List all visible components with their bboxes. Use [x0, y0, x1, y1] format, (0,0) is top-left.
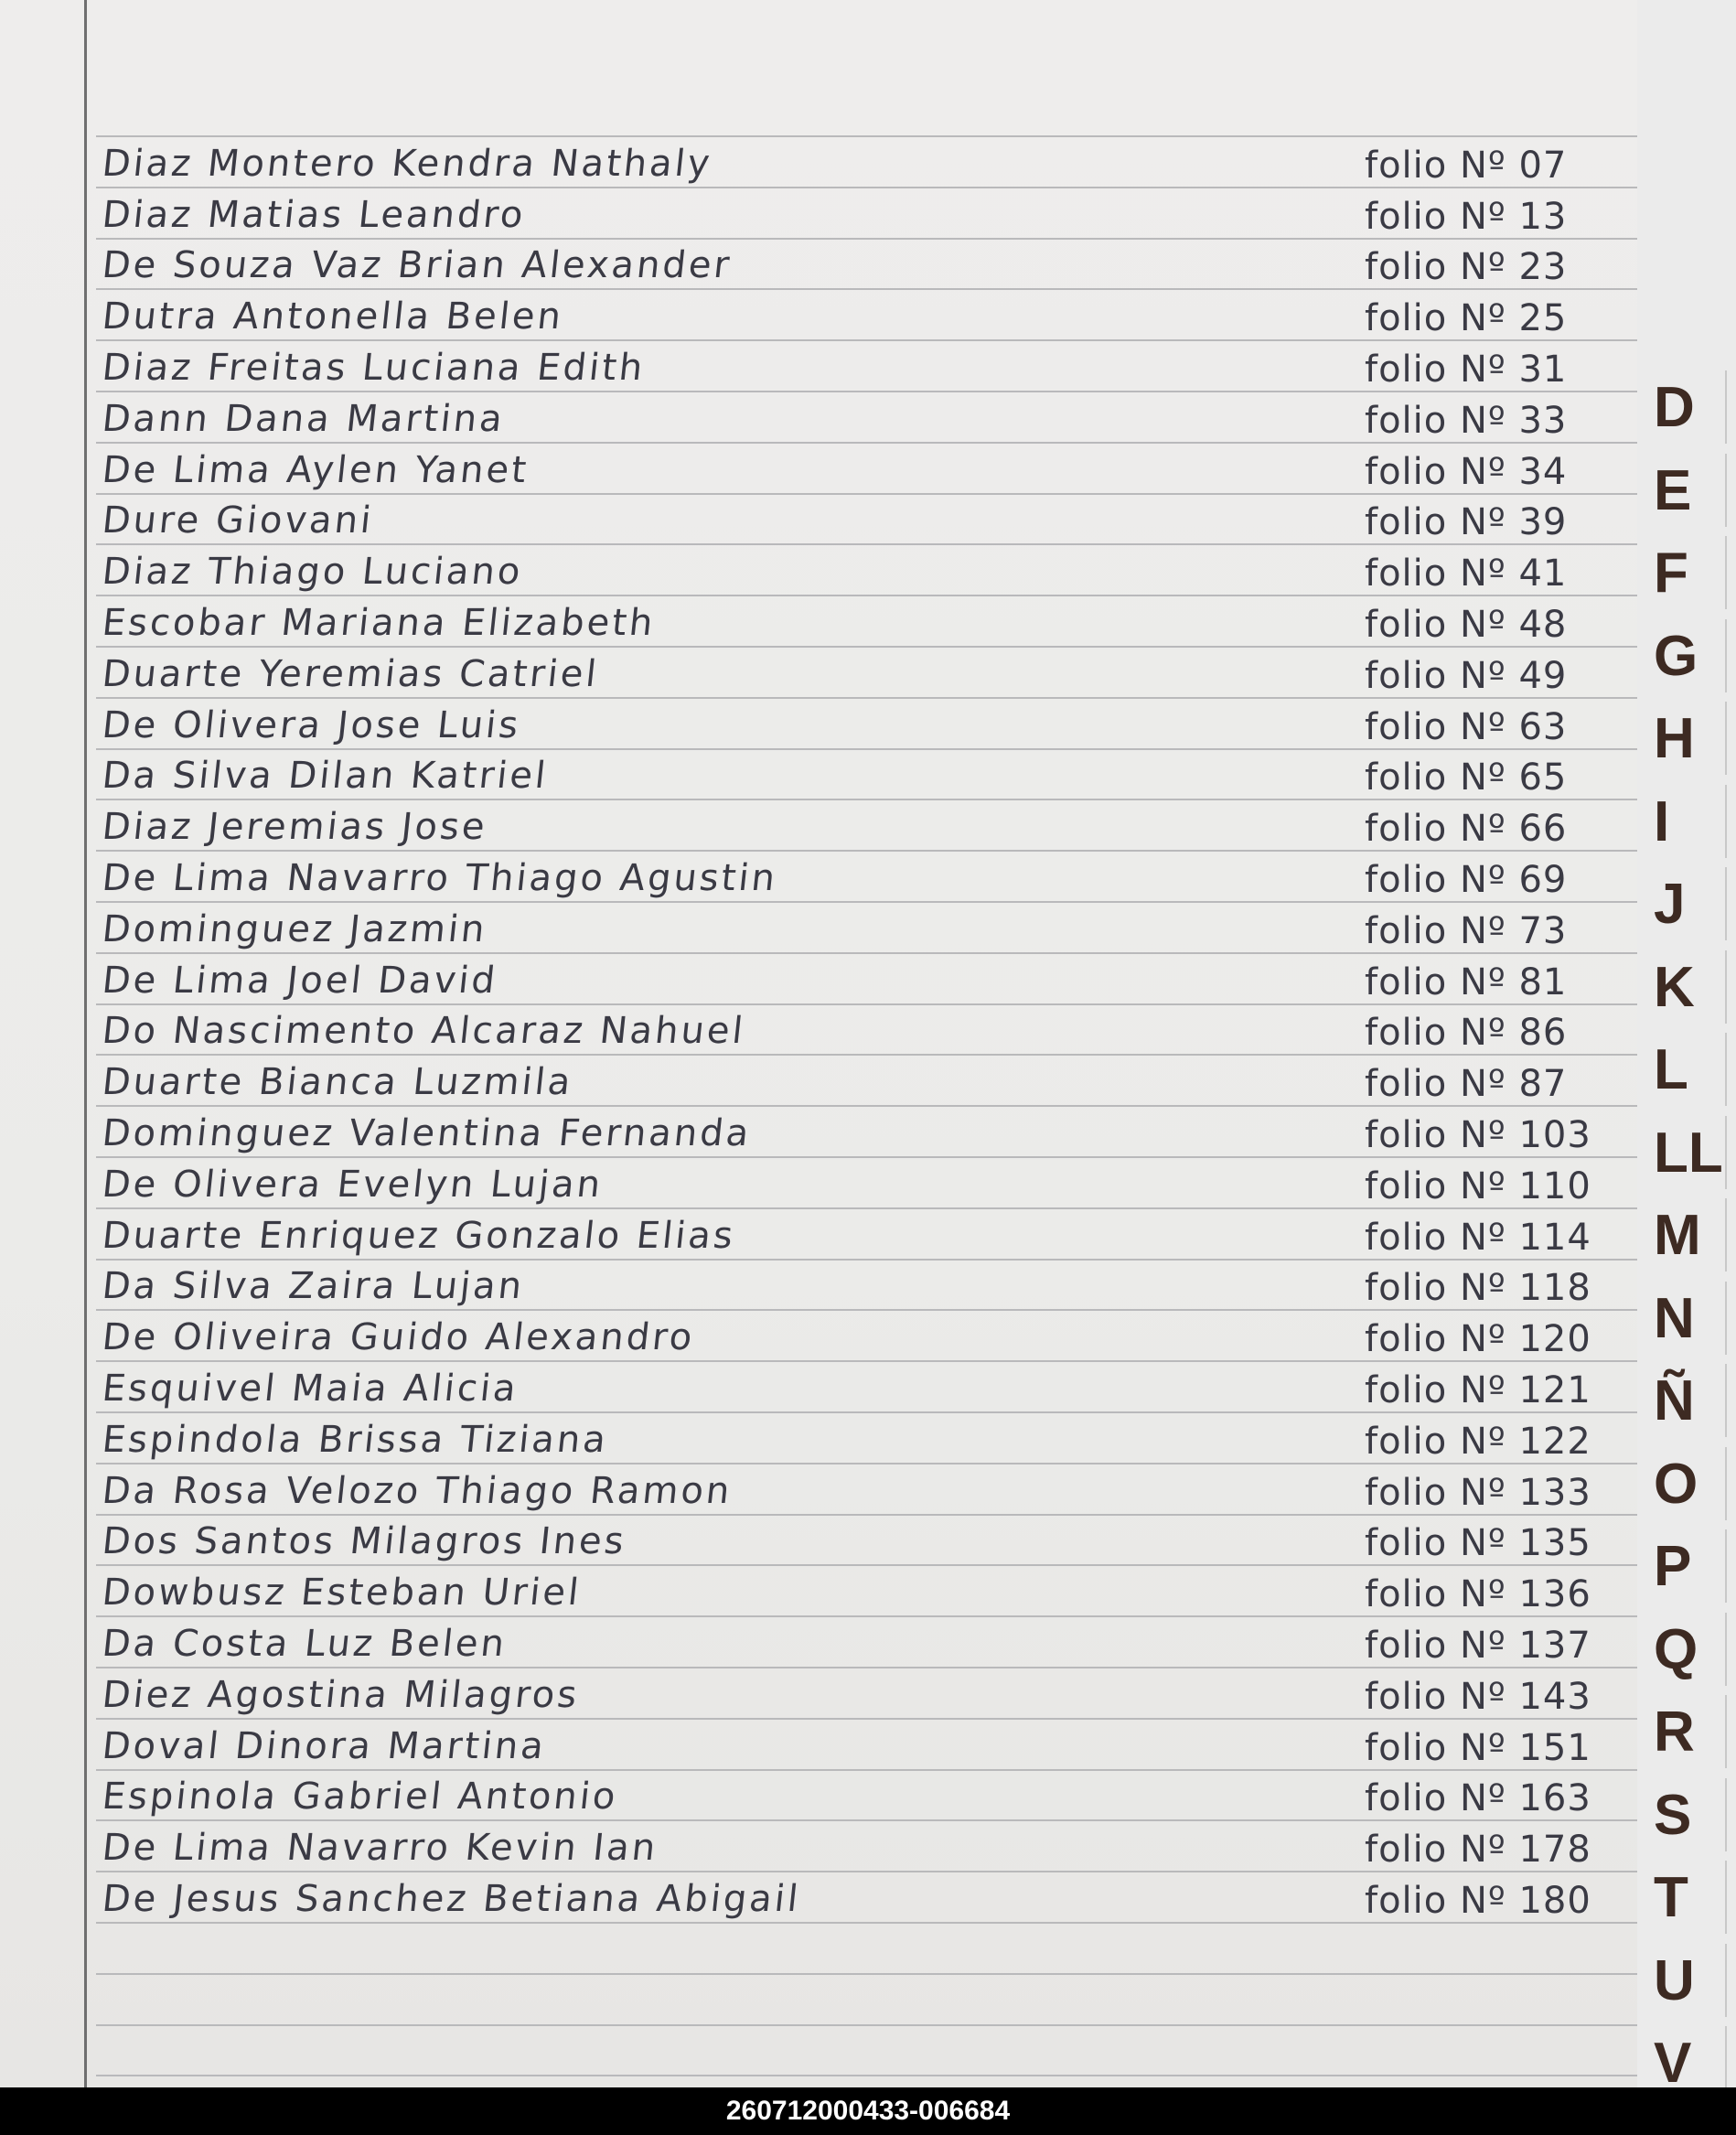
ruled-line: [96, 135, 1637, 137]
index-tab[interactable]: E: [1654, 459, 1692, 522]
list-item: [102, 343, 1639, 391]
tab-divider: [1725, 370, 1727, 444]
list-item: [102, 1823, 1639, 1871]
folio-number: folio Nº 63: [1365, 706, 1568, 748]
ruled-line: [96, 391, 1637, 392]
ruled-line: [96, 1259, 1637, 1261]
folio-number: folio Nº 103: [1365, 1114, 1591, 1156]
folio-number: folio Nº 118: [1365, 1267, 1591, 1309]
index-tab[interactable]: M: [1654, 1204, 1701, 1267]
student-name: Diaz Montero Kendra Nathaly: [100, 143, 714, 185]
folio-number: folio Nº 65: [1365, 756, 1568, 799]
student-name: Diez Agostina Milagros: [100, 1674, 582, 1716]
folio-number: folio Nº 25: [1365, 297, 1568, 339]
folio-number: folio Nº 23: [1365, 246, 1568, 288]
index-tab[interactable]: LL: [1654, 1121, 1723, 1185]
folio-number: folio Nº 81: [1365, 961, 1568, 1003]
tab-divider: [1725, 619, 1727, 692]
list-item: [102, 1415, 1639, 1463]
tab-divider: [1725, 1447, 1727, 1520]
ruled-line: [96, 543, 1637, 545]
folio-number: folio Nº 41: [1365, 553, 1568, 595]
index-tab[interactable]: U: [1654, 1949, 1695, 2012]
index-tab[interactable]: J: [1654, 873, 1686, 936]
folio-number: folio Nº 66: [1365, 808, 1568, 850]
folio-number: folio Nº 86: [1365, 1012, 1568, 1054]
ruled-line: [96, 1463, 1637, 1464]
folio-number: folio Nº 49: [1365, 655, 1568, 697]
list-item: [102, 1261, 1639, 1309]
ruled-line: [96, 1309, 1637, 1311]
student-name: De Lima Aylen Yanet: [100, 449, 531, 491]
folio-number: folio Nº 135: [1365, 1522, 1591, 1564]
ruled-line: [96, 339, 1637, 341]
list-item: [102, 701, 1639, 748]
student-name: De Lima Navarro Thiago Agustin: [100, 857, 780, 899]
ruled-line: [96, 1819, 1637, 1821]
ruled-line: [96, 1667, 1637, 1668]
student-name: Duarte Yeremias Catriel: [100, 653, 601, 695]
tab-divider: [1725, 2026, 1727, 2087]
folio-number: folio Nº 110: [1365, 1165, 1591, 1207]
folio-number: folio Nº 151: [1365, 1727, 1591, 1769]
margin-line: [84, 0, 87, 2087]
ruled-line: [96, 1156, 1637, 1158]
tab-divider: [1725, 1778, 1727, 1851]
list-item: [102, 1670, 1639, 1718]
folio-number: folio Nº 07: [1365, 145, 1568, 187]
list-item: [102, 1006, 1639, 1054]
student-name: De Jesus Sanchez Betiana Abigail: [100, 1878, 803, 1920]
tab-divider: [1725, 454, 1727, 527]
student-name: Dowbusz Esteban Uriel: [100, 1572, 584, 1614]
list-item: [102, 445, 1639, 493]
student-name: Dominguez Valentina Fernanda: [100, 1112, 754, 1154]
index-tab[interactable]: L: [1654, 1038, 1688, 1101]
folio-number: folio Nº 178: [1365, 1829, 1591, 1871]
folio-number: folio Nº 69: [1365, 859, 1568, 901]
document-id-footer: [0, 2087, 1736, 2135]
list-item: [102, 1517, 1639, 1564]
student-name: Diaz Thiago Luciano: [100, 551, 525, 593]
ruled-line: [96, 1615, 1637, 1617]
list-item: [102, 1211, 1639, 1259]
list-item: [102, 496, 1639, 543]
tab-divider: [1725, 1282, 1727, 1355]
ruled-line: [96, 952, 1637, 954]
ruled-line: [96, 1871, 1637, 1872]
folio-number: folio Nº 73: [1365, 910, 1568, 952]
student-name: Diaz Matias Leandro: [100, 194, 528, 236]
document-code: 260712000433-006684: [725, 2096, 1011, 2126]
folio-number: folio Nº 180: [1365, 1880, 1591, 1922]
index-tab[interactable]: V: [1654, 2032, 1692, 2087]
tab-divider: [1725, 536, 1727, 609]
index-tab[interactable]: G: [1654, 625, 1698, 688]
ruled-line: [96, 2075, 1637, 2076]
ruled-line: [96, 1003, 1637, 1005]
ruled-line: [96, 493, 1637, 495]
tab-divider: [1725, 950, 1727, 1024]
tab-divider: [1725, 1861, 1727, 1934]
student-name: Espinola Gabriel Antonio: [100, 1776, 620, 1818]
ruled-line: [96, 238, 1637, 240]
tab-divider: [1725, 867, 1727, 940]
tab-divider: [1725, 1695, 1727, 1768]
student-name: De Olivera Jose Luis: [100, 704, 523, 746]
index-tab[interactable]: S: [1654, 1784, 1692, 1847]
list-item: [102, 598, 1639, 646]
list-item: [102, 751, 1639, 799]
folio-number: folio Nº 48: [1365, 604, 1568, 646]
list-item: [102, 547, 1639, 595]
index-tab[interactable]: K: [1654, 956, 1695, 1019]
index-tab[interactable]: D: [1654, 376, 1695, 439]
ruled-line: [96, 1973, 1637, 1975]
list-item: [102, 1619, 1639, 1667]
index-tab[interactable]: H: [1654, 707, 1695, 770]
folio-number: folio Nº 133: [1365, 1472, 1591, 1514]
index-tab[interactable]: Q: [1654, 1618, 1698, 1681]
student-name: Dutra Antonella Belen: [100, 295, 566, 338]
ruled-line: [96, 1360, 1637, 1362]
ruled-line: [96, 646, 1637, 648]
student-name: Diaz Freitas Luciana Edith: [100, 347, 648, 389]
ruled-line: [96, 1054, 1637, 1056]
ruled-line: [96, 850, 1637, 852]
list-item: [102, 1364, 1639, 1411]
tab-divider: [1725, 1364, 1727, 1437]
list-item: [102, 1160, 1639, 1207]
ruled-line: [96, 1207, 1637, 1209]
ruled-line: [96, 2024, 1637, 2026]
ruled-line: [96, 1922, 1637, 1924]
index-tab[interactable]: F: [1654, 542, 1688, 605]
student-name: Doval Dinora Martina: [100, 1725, 549, 1767]
list-item: [102, 1568, 1639, 1615]
student-name: Dann Dana Martina: [100, 398, 508, 440]
folio-number: folio Nº 121: [1365, 1369, 1591, 1411]
tab-divider: [1725, 1613, 1727, 1686]
list-item: [102, 905, 1639, 952]
student-name: De Oliveira Guido Alexandro: [100, 1316, 697, 1358]
index-tab[interactable]: N: [1654, 1287, 1695, 1350]
student-name: Duarte Enriquez Gonzalo Elias: [100, 1215, 738, 1257]
ruled-line: [96, 1411, 1637, 1413]
ruled-line: [96, 187, 1637, 188]
student-name: Da Rosa Velozo Thiago Ramon: [100, 1470, 734, 1512]
folio-number: folio Nº 13: [1365, 196, 1568, 238]
ruled-line: [96, 1514, 1637, 1516]
ruled-line: [96, 1564, 1637, 1566]
ruled-line: [96, 748, 1637, 750]
ruled-line: [96, 595, 1637, 596]
folio-number: folio Nº 136: [1365, 1573, 1591, 1615]
student-name: Escobar Mariana Elizabeth: [100, 602, 658, 644]
ruled-line: [96, 442, 1637, 444]
index-tab[interactable]: O: [1654, 1453, 1698, 1516]
student-name: Do Nascimento Alcaraz Nahuel: [100, 1010, 748, 1052]
student-name: Diaz Jeremias Jose: [100, 806, 490, 848]
student-name: Dominguez Jazmin: [100, 908, 489, 950]
student-name: De Lima Joel David: [100, 960, 500, 1002]
list-item: [102, 802, 1639, 850]
list-item: [102, 1874, 1639, 1922]
list-item: [102, 241, 1639, 288]
ruled-line: [96, 1718, 1637, 1720]
tab-divider: [1725, 1198, 1727, 1271]
list-item: [102, 394, 1639, 442]
list-item: [102, 956, 1639, 1003]
folio-number: folio Nº 39: [1365, 501, 1568, 543]
list-item: [102, 1109, 1639, 1156]
student-name: Espindola Brissa Tiziana: [100, 1419, 611, 1461]
student-name: Dure Giovani: [100, 499, 376, 542]
ruled-line: [96, 1105, 1637, 1107]
list-item: [102, 1722, 1639, 1769]
tab-divider: [1725, 785, 1727, 858]
folio-number: folio Nº 143: [1365, 1676, 1591, 1718]
tab-divider: [1725, 702, 1727, 775]
list-item: [102, 139, 1639, 187]
student-name: Esquivel Maia Alicia: [100, 1368, 521, 1410]
tab-divider: [1725, 1944, 1727, 2017]
list-item: [102, 649, 1639, 697]
folio-number: folio Nº 137: [1365, 1625, 1591, 1667]
folio-number: folio Nº 120: [1365, 1318, 1591, 1360]
list-item: [102, 292, 1639, 339]
tab-divider: [1725, 1033, 1727, 1106]
student-name: Da Costa Luz Belen: [100, 1623, 509, 1665]
index-tab[interactable]: I: [1654, 790, 1670, 853]
student-name: De Lima Navarro Kevin Ian: [100, 1827, 660, 1869]
list-item: [102, 1313, 1639, 1360]
list-item: [102, 1057, 1639, 1105]
student-name: Da Silva Zaira Lujan: [100, 1265, 527, 1307]
ruled-line: [96, 288, 1637, 290]
list-item: [102, 1466, 1639, 1514]
folio-number: folio Nº 114: [1365, 1217, 1591, 1259]
folio-number: folio Nº 31: [1365, 349, 1568, 391]
student-name: De Souza Vaz Brian Alexander: [100, 244, 734, 286]
folio-number: folio Nº 34: [1365, 451, 1568, 493]
index-tab[interactable]: Ñ: [1654, 1369, 1695, 1432]
folio-number: folio Nº 33: [1365, 400, 1568, 442]
tab-divider: [1725, 1529, 1727, 1603]
index-tab[interactable]: T: [1654, 1866, 1688, 1929]
ruled-line: [96, 901, 1637, 903]
list-item: [102, 853, 1639, 901]
list-item: [102, 190, 1639, 238]
index-tab[interactable]: P: [1654, 1535, 1692, 1598]
student-name: Duarte Bianca Luzmila: [100, 1061, 575, 1103]
student-name: Da Silva Dilan Katriel: [100, 755, 551, 797]
tab-divider: [1725, 1116, 1727, 1189]
ruled-line: [96, 697, 1637, 699]
folio-number: folio Nº 163: [1365, 1777, 1591, 1819]
student-name: Dos Santos Milagros Ines: [100, 1520, 629, 1562]
folio-number: folio Nº 87: [1365, 1063, 1568, 1105]
ruled-line: [96, 799, 1637, 800]
student-name: De Olivera Evelyn Lujan: [100, 1164, 605, 1206]
list-item: [102, 1772, 1639, 1819]
alphabet-index-tabs: [1637, 0, 1736, 2087]
folio-number: folio Nº 122: [1365, 1421, 1591, 1463]
ruled-line: [96, 1769, 1637, 1771]
index-tab[interactable]: R: [1654, 1700, 1695, 1764]
